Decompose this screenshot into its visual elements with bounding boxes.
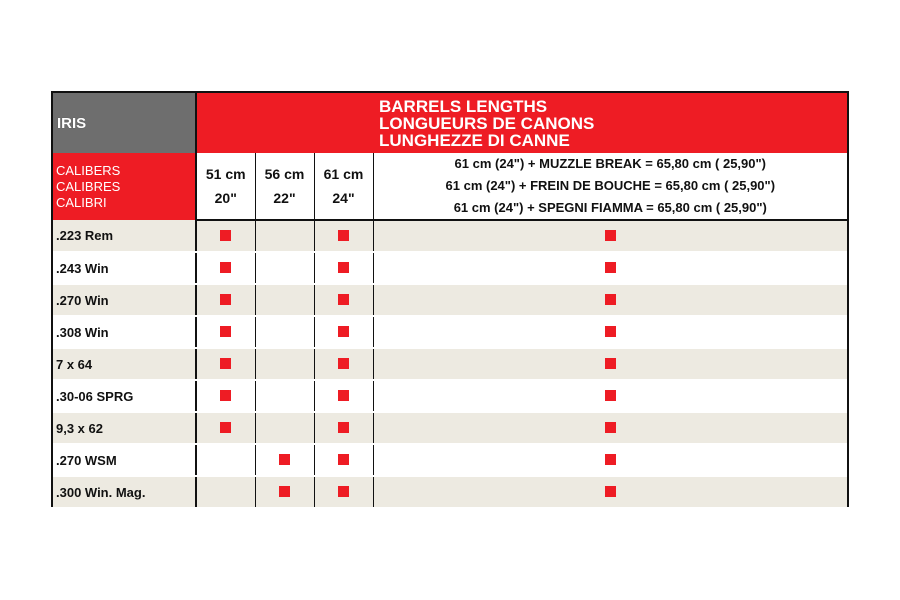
caliber-name: .243 Win: [53, 252, 196, 284]
title-line-en: BARRELS LENGTHS: [379, 96, 548, 116]
red-square-icon: [338, 358, 349, 369]
availability-cell: [196, 380, 255, 412]
title-row: [53, 93, 847, 153]
length-header-row: [53, 153, 847, 220]
special-length-line-it: 61 cm (24") + SPEGNI FIAMMA = 65,80 cm ( 25,90"): [453, 200, 767, 215]
availability-cell: [314, 444, 373, 476]
caliber-row: [53, 476, 847, 508]
availability-cell: [314, 252, 373, 284]
calibers-label-it: CALIBRI: [56, 194, 107, 210]
availability-cell: [373, 284, 847, 316]
barrel-lengths-table-frame: [51, 91, 849, 507]
availability-cell: [196, 284, 255, 316]
availability-cell: [255, 316, 314, 348]
red-square-icon: [605, 230, 616, 241]
model-name: IRIS: [53, 93, 196, 153]
availability-cell: [314, 284, 373, 316]
caliber-row: [53, 316, 847, 348]
title-line-fr: LONGUEURS DE CANONS: [379, 113, 595, 133]
availability-cell: [196, 316, 255, 348]
calibers-label-fr: CALIBRES: [56, 178, 121, 194]
red-square-icon: [279, 454, 290, 465]
red-square-icon: [220, 262, 231, 273]
caliber-row: [53, 220, 847, 252]
availability-cell: [314, 348, 373, 380]
caliber-row: [53, 348, 847, 380]
length-inch: 20": [214, 190, 237, 206]
barrel-lengths-table: [53, 93, 847, 509]
special-length-line-fr: 61 cm (24") + FREIN DE BOUCHE = 65,80 cm ( 25,90"): [445, 178, 776, 193]
length-cm: 51 cm: [205, 166, 246, 182]
availability-cell: [255, 380, 314, 412]
availability-cell: [373, 252, 847, 284]
calibers-label-en: CALIBERS: [56, 162, 121, 178]
red-square-icon: [338, 230, 349, 241]
red-square-icon: [338, 294, 349, 305]
length-header-special: [373, 153, 847, 220]
caliber-name: .223 Rem: [53, 220, 196, 252]
red-square-icon: [605, 326, 616, 337]
availability-cell: [196, 476, 255, 508]
red-square-icon: [220, 326, 231, 337]
length-inch: 24": [332, 190, 355, 206]
red-square-icon: [220, 422, 231, 433]
availability-cell: [255, 412, 314, 444]
availability-cell: [373, 348, 847, 380]
availability-cell: [196, 444, 255, 476]
caliber-name: .308 Win: [53, 316, 196, 348]
red-square-icon: [338, 454, 349, 465]
red-square-icon: [220, 294, 231, 305]
availability-cell: [255, 444, 314, 476]
caliber-name: .270 WSM: [53, 444, 196, 476]
caliber-name: .30-06 SPRG: [53, 380, 196, 412]
caliber-row: [53, 444, 847, 476]
red-square-icon: [220, 230, 231, 241]
availability-cell: [196, 252, 255, 284]
availability-cell: [373, 444, 847, 476]
caliber-name: 9,3 x 62: [53, 412, 196, 444]
availability-cell: [255, 348, 314, 380]
length-header-61: [314, 153, 373, 220]
availability-cell: [196, 348, 255, 380]
red-square-icon: [338, 326, 349, 337]
caliber-row: [53, 412, 847, 444]
caliber-name: .270 Win: [53, 284, 196, 316]
red-square-icon: [605, 422, 616, 433]
availability-cell: [373, 380, 847, 412]
caliber-row: [53, 380, 847, 412]
length-cm: 56 cm: [264, 166, 305, 182]
red-square-icon: [338, 422, 349, 433]
red-square-icon: [338, 390, 349, 401]
availability-cell: [255, 284, 314, 316]
availability-cell: [314, 220, 373, 252]
availability-cell: [373, 476, 847, 508]
caliber-row: [53, 284, 847, 316]
availability-cell: [373, 220, 847, 252]
caliber-row: [53, 252, 847, 284]
caliber-name: 7 x 64: [53, 348, 196, 380]
calibers-header: [53, 153, 196, 220]
red-square-icon: [338, 262, 349, 273]
availability-cell: [373, 412, 847, 444]
red-square-icon: [605, 486, 616, 497]
availability-cell: [255, 252, 314, 284]
availability-cell: [373, 316, 847, 348]
barrel-lengths-title: [196, 93, 847, 153]
availability-cell: [314, 476, 373, 508]
availability-cell: [314, 412, 373, 444]
availability-cell: [196, 412, 255, 444]
red-square-icon: [220, 390, 231, 401]
caliber-name: .300 Win. Mag.: [53, 476, 196, 508]
availability-cell: [314, 380, 373, 412]
red-square-icon: [605, 390, 616, 401]
special-length-line-en: 61 cm (24") + MUZZLE BREAK = 65,80 cm ( 25,90"): [454, 156, 766, 171]
red-square-icon: [605, 262, 616, 273]
length-header-56: [255, 153, 314, 220]
availability-cell: [196, 220, 255, 252]
availability-cell: [255, 476, 314, 508]
availability-cell: [314, 316, 373, 348]
red-square-icon: [279, 486, 290, 497]
length-inch: 22": [273, 190, 296, 206]
availability-cell: [255, 220, 314, 252]
red-square-icon: [605, 454, 616, 465]
length-cm: 61 cm: [323, 166, 364, 182]
red-square-icon: [605, 358, 616, 369]
title-line-it: LUNGHEZZE DI CANNE: [379, 130, 570, 150]
red-square-icon: [605, 294, 616, 305]
red-square-icon: [338, 486, 349, 497]
red-square-icon: [220, 358, 231, 369]
length-header-51: [196, 153, 255, 220]
